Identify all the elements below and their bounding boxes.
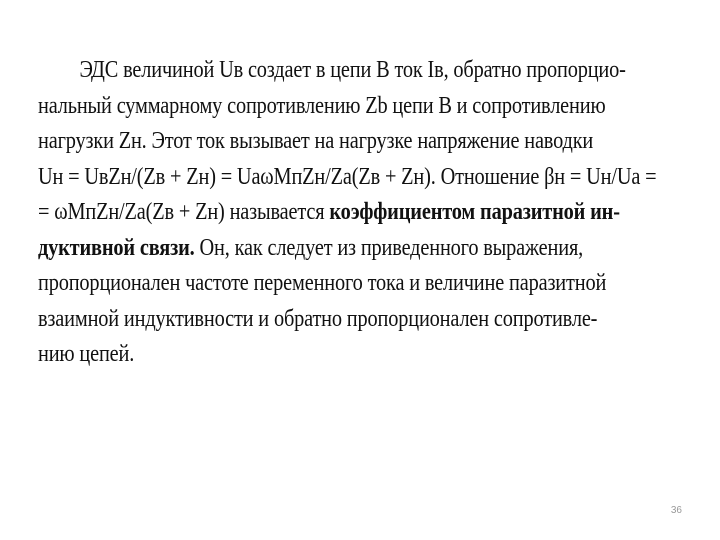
term-coefficient-bold: коэффициентом паразитной ин- xyxy=(329,198,620,225)
paragraph-line-2: нальный суммарному сопротивлению Zb цепи В и сопротивлению xyxy=(38,91,606,119)
paragraph-line-7: пропорционален частоте переменного тока и величине паразитной xyxy=(38,269,607,296)
paragraph-line-4-formula: Uн = UвZн/(Zв + Zн) = UаωMпZн/Zа(Zв + Zн). Отношение βн = Uн/Uа = xyxy=(38,162,657,190)
paragraph-line-3: нагрузки Zн. Этот ток вызывает на нагрузке напряжение наводки xyxy=(38,127,594,154)
paragraph-line-5 xyxy=(38,194,620,230)
paragraph-line-8: взаимной индуктивности и обратно пропорционален сопротивле- xyxy=(38,304,598,332)
paragraph-line-1: ЭДС величиной Uв создает в цепи В ток Iв, обратно пропорцио- xyxy=(79,56,626,83)
page-number: 36 xyxy=(670,505,682,516)
paragraph-line-6 xyxy=(38,230,586,266)
paragraph-line-9: нию цепей. xyxy=(38,340,135,367)
body-paragraph xyxy=(38,52,698,372)
formula-continuation: = ωMпZн/Zа(Zв + Zн) называется xyxy=(38,198,330,225)
term-coupling-bold: дуктивной связи. xyxy=(38,233,195,261)
line-6-rest: Он, как следует из приведенного выражения, xyxy=(194,233,584,261)
